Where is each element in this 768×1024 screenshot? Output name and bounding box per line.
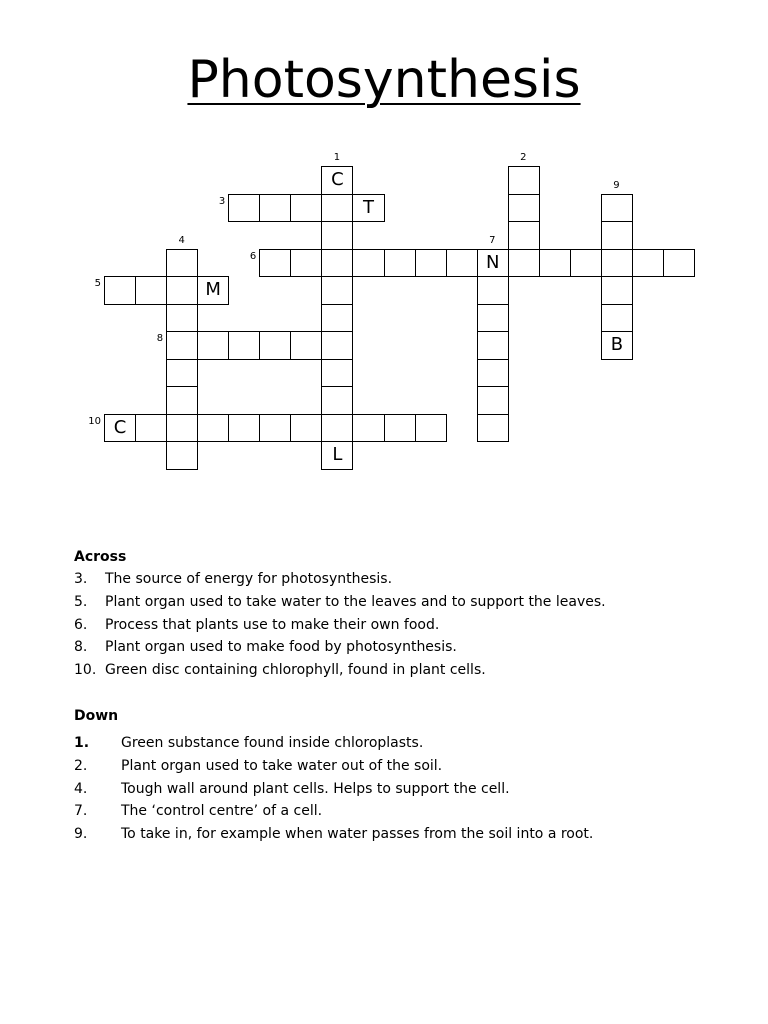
grid-cell[interactable] (290, 249, 322, 278)
grid-cell[interactable] (228, 194, 260, 223)
grid-cell[interactable] (508, 221, 540, 250)
grid-cell[interactable] (384, 414, 416, 443)
grid-cell[interactable] (321, 194, 353, 223)
grid-clue-number: 8 (156, 333, 164, 344)
grid-cell[interactable] (321, 441, 353, 470)
clue-text: The ‘control centre’ of a cell. (121, 803, 323, 820)
grid-cell[interactable] (508, 194, 540, 223)
grid-cell[interactable] (539, 249, 571, 278)
grid-clue-number: 9 (613, 179, 620, 191)
grid-cell[interactable] (290, 194, 322, 223)
grid-cell[interactable] (321, 221, 353, 250)
clue-text: Tough wall around plant cells. Helps to support the cell. (121, 780, 510, 797)
down-clue (74, 755, 734, 778)
across-clue-list (74, 568, 734, 682)
grid-cell[interactable] (259, 331, 291, 360)
grid-cell[interactable] (352, 194, 384, 223)
down-clue (74, 823, 734, 846)
clue-number: 9. (74, 826, 88, 843)
grid-cell[interactable] (446, 249, 478, 278)
grid-cell[interactable] (259, 249, 291, 278)
grid-cell[interactable] (508, 249, 540, 278)
grid-clue-number: 5 (94, 278, 101, 289)
clue-number: 7. (74, 803, 88, 820)
page-title: Photosynthesis (187, 50, 581, 110)
grid-cell[interactable] (135, 276, 167, 305)
grid-cell[interactable] (259, 414, 291, 443)
grid-cell[interactable] (415, 249, 447, 278)
grid-cell[interactable] (601, 194, 633, 223)
grid-cell[interactable] (166, 441, 198, 470)
across-heading: Across (74, 549, 127, 565)
grid-cell[interactable] (228, 331, 260, 360)
grid-cell[interactable] (321, 304, 353, 333)
grid-cell[interactable] (166, 304, 198, 333)
clue-text: Plant organ used to make food by photosynthesis. (105, 639, 457, 656)
clue-text: Green substance found inside chloroplasts. (121, 735, 424, 751)
grid-cell[interactable] (477, 359, 509, 388)
grid-cell[interactable] (384, 249, 416, 278)
grid-cell[interactable] (663, 249, 695, 278)
given-letter: C (113, 416, 127, 438)
down-heading: Down (74, 708, 119, 724)
grid-cell[interactable] (166, 276, 198, 305)
clue-number: 4. (74, 780, 88, 797)
grid-cell[interactable] (601, 331, 633, 360)
grid-clue-number: 4 (178, 234, 185, 246)
grid-cell[interactable] (259, 194, 291, 223)
grid-cell[interactable] (321, 386, 353, 415)
given-letter: C (331, 169, 344, 191)
grid-clue-number: 3 (218, 195, 226, 207)
grid-cell[interactable] (477, 386, 509, 415)
clue-text: To take in, for example when water passes from the soil into a root. (121, 826, 594, 843)
grid-clue-number: 2 (520, 152, 527, 163)
grid-cell[interactable] (228, 414, 260, 443)
given-letter: L (332, 444, 343, 466)
given-letter: T (362, 196, 374, 218)
grid-cell[interactable] (104, 414, 136, 443)
down-clue-list (74, 732, 734, 846)
across-clue (74, 591, 734, 614)
grid-cell[interactable] (632, 249, 664, 278)
grid-clue-number: 7 (489, 234, 496, 246)
clue-text: Plant organ used to take water out of the soil. (121, 757, 443, 774)
across-clue (74, 614, 734, 637)
grid-cell[interactable] (197, 414, 229, 443)
grid-cell[interactable] (321, 276, 353, 305)
grid-cell[interactable] (166, 331, 198, 360)
grid-cell[interactable] (570, 249, 602, 278)
grid-cell[interactable] (352, 414, 384, 443)
given-letter: M (205, 279, 221, 301)
grid-cell[interactable] (104, 276, 136, 305)
grid-cell[interactable] (166, 249, 198, 278)
grid-cell[interactable] (197, 276, 229, 305)
grid-cell[interactable] (477, 249, 509, 278)
clue-text: The source of energy for photosynthesis. (105, 571, 393, 587)
clue-text: Plant organ used to take water to the leaves and to support the leaves. (105, 593, 606, 610)
grid-cell[interactable] (166, 359, 198, 388)
grid-cell[interactable] (477, 331, 509, 360)
grid-cell[interactable] (477, 276, 509, 305)
clue-number: 10. (74, 662, 97, 679)
grid-cell[interactable] (166, 386, 198, 415)
grid-cell[interactable] (290, 414, 322, 443)
grid-cell[interactable] (135, 414, 167, 443)
grid-cell[interactable] (290, 331, 322, 360)
down-clue (74, 800, 734, 823)
grid-cell[interactable] (197, 331, 229, 360)
grid-clue-number: 6 (249, 250, 257, 262)
grid-cell[interactable] (321, 359, 353, 388)
across-clue (74, 568, 734, 591)
grid-cell[interactable] (601, 276, 633, 305)
grid-cell[interactable] (352, 249, 384, 278)
grid-cell[interactable] (601, 304, 633, 333)
clue-number: 6. (74, 616, 88, 633)
grid-cell[interactable] (321, 414, 353, 443)
grid-cell[interactable] (477, 304, 509, 333)
clue-number: 1. (74, 735, 90, 751)
clue-number: 8. (74, 639, 88, 656)
grid-cell[interactable] (321, 166, 353, 195)
grid-cell[interactable] (477, 414, 509, 443)
clue-text: Process that plants use to make their own food. (105, 616, 440, 633)
grid-clue-number: 1 (333, 152, 341, 163)
down-clue (74, 778, 734, 801)
down-clue (74, 732, 734, 755)
grid-clue-number: 10 (88, 415, 101, 427)
clue-number: 3. (74, 571, 88, 587)
clue-number: 5. (74, 593, 88, 610)
grid-cell[interactable] (601, 221, 633, 250)
clue-number: 2. (74, 757, 88, 774)
across-clue (74, 659, 734, 682)
grid-cell[interactable] (321, 249, 353, 278)
clue-text: Green disc containing chlorophyll, found in plant cells. (105, 662, 486, 679)
across-clue (74, 636, 734, 659)
given-letter: B (610, 334, 624, 356)
grid-cell[interactable] (601, 249, 633, 278)
given-letter: N (486, 251, 500, 273)
grid-cell[interactable] (166, 414, 198, 443)
grid-cell[interactable] (508, 166, 540, 195)
grid-cell[interactable] (321, 331, 353, 360)
grid-cell[interactable] (415, 414, 447, 443)
